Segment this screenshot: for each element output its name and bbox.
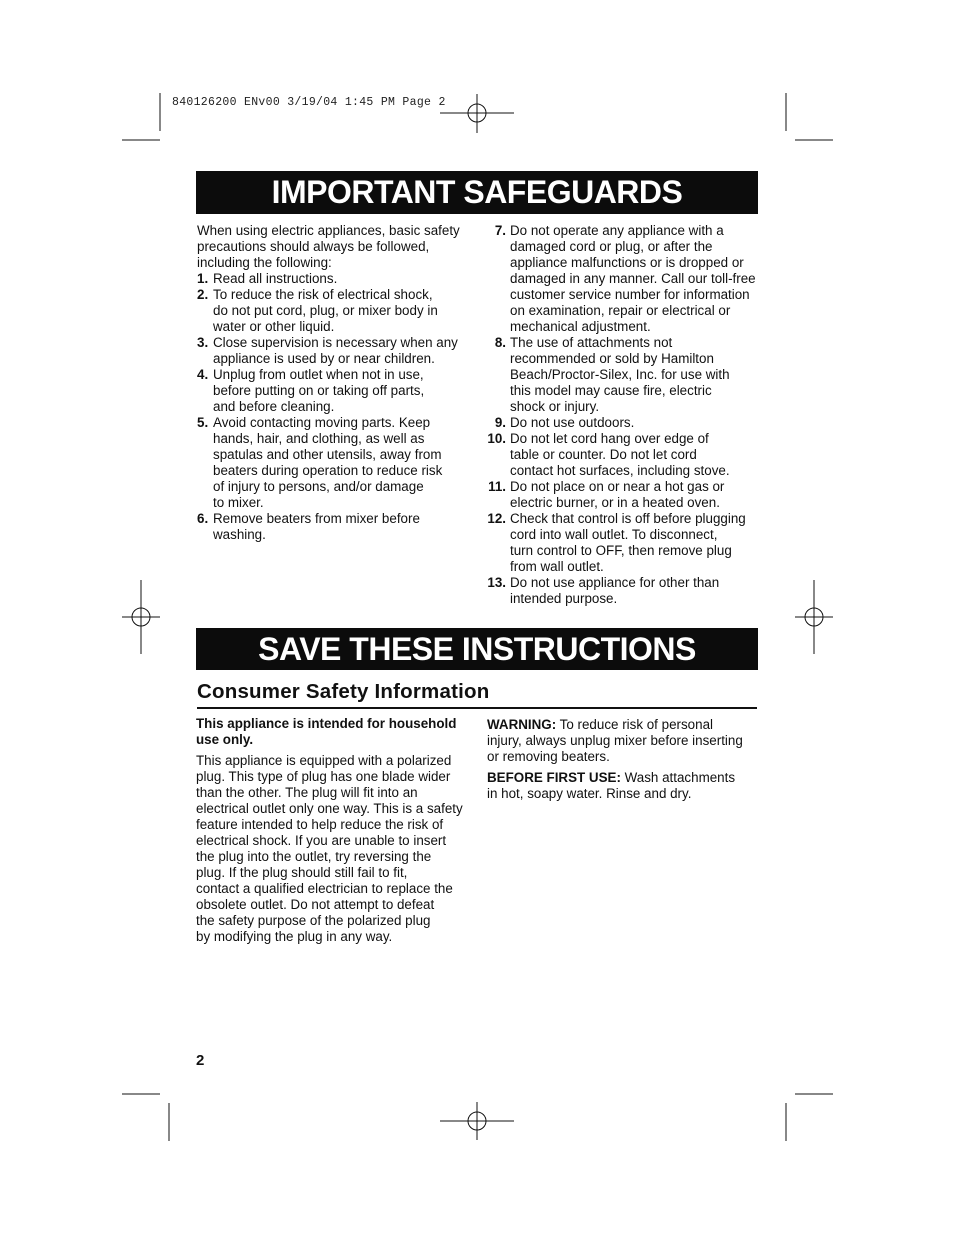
item-number: 7.: [494, 223, 506, 238]
item-number: 4.: [197, 367, 209, 382]
item-text: Do not let cord hang over edge of table or counter. Do not let cord contact hot surfaces, including stove.: [510, 431, 730, 478]
important-safeguards-banner: IMPORTANT SAFEGUARDS: [196, 171, 758, 214]
item-number: 2.: [197, 287, 209, 302]
registration-mark-left: [122, 580, 160, 654]
safeguard-item: [486, 223, 758, 335]
consumer-safety-right-column: [487, 717, 759, 802]
safeguard-item: [197, 511, 469, 543]
item-number: 10.: [487, 431, 506, 446]
item-text: Close supervision is necessary when any appliance is used by or near children.: [213, 335, 458, 366]
safeguard-item: [486, 479, 758, 511]
safeguard-item: [197, 287, 469, 335]
item-number: 11.: [488, 479, 506, 494]
item-text: Do not use appliance for other than intended purpose.: [510, 575, 720, 606]
item-text: To reduce the risk of electrical shock, do not put cord, plug, or mixer body in water or other liquid.: [213, 287, 438, 334]
warning-paragraph: [487, 717, 759, 765]
safeguards-intro: When using electric appliances, basic safety precautions should always be followed, including the following:: [197, 223, 460, 270]
item-number: 6.: [197, 511, 209, 526]
item-number: 5.: [197, 415, 209, 430]
item-text: Do not operate any appliance with a damaged cord or plug, or after the appliance malfunctions or is dropped or damaged in any manner. Call our toll-free customer service number for information on examination, repair or electrical or mechanical adjustment.: [510, 223, 756, 334]
registration-mark-right: [795, 580, 833, 654]
item-text: Avoid contacting moving parts. Keep hands, hair, and clothing, as well as spatulas and other utensils, away from beaters during operation to reduce risk of injury to persons, and/or damage to mixer.: [213, 415, 443, 510]
consumer-safety-heading: Consumer Safety Information: [197, 680, 757, 709]
safeguard-item: [197, 415, 469, 511]
item-number: 8.: [494, 335, 506, 350]
safeguard-item: [197, 367, 469, 415]
safeguards-left-column: [197, 223, 469, 543]
item-number: 9.: [494, 415, 506, 430]
item-text: Do not use outdoors.: [510, 415, 635, 430]
consumer-safety-left-column: [196, 716, 476, 945]
item-number: 13.: [487, 575, 506, 590]
first-use-label: BEFORE FIRST USE:: [487, 770, 621, 785]
safeguard-item: [197, 335, 469, 367]
item-text: Check that control is off before plugging cord into wall outlet. To disconnect, turn control to OFF, then remove plug from wall outlet.: [510, 511, 746, 574]
safeguard-item: [486, 575, 758, 607]
safeguards-right-column: [486, 223, 758, 607]
item-number: 3.: [197, 335, 209, 350]
first-use-paragraph: [487, 770, 759, 802]
item-text: Unplug from outlet when not in use, before putting on or taking off parts, and before cleaning.: [213, 367, 425, 414]
warning-label: WARNING:: [487, 717, 557, 732]
item-text: Read all instructions.: [213, 271, 338, 286]
safeguard-item: [197, 271, 469, 287]
household-use-note: This appliance is intended for household use only.: [196, 716, 457, 747]
first-use-text: Wash attachments in hot, soapy water. Rinse and dry.: [487, 770, 736, 801]
print-slug-line: 840126200 ENv00 3/19/04 1:45 PM Page 2: [172, 96, 446, 109]
item-number: 12.: [487, 511, 506, 526]
registration-mark-top: [440, 94, 514, 133]
safeguard-item: [486, 335, 758, 415]
safeguard-item: [486, 415, 758, 431]
item-text: Remove beaters from mixer before washing.: [213, 511, 420, 542]
safeguard-item: [486, 511, 758, 575]
item-number: 1.: [197, 271, 209, 286]
item-text: Do not place on or near a hot gas or electric burner, or in a heated oven.: [510, 479, 725, 510]
item-text: The use of attachments not recommended or sold by Hamilton Beach/Proctor-Silex, Inc. for use with this model may cause fire, electric shock or injury.: [510, 335, 730, 414]
warning-text: To reduce risk of personal injury, always unplug mixer before inserting or removing beaters.: [487, 717, 743, 764]
save-instructions-banner: SAVE THESE INSTRUCTIONS: [196, 628, 758, 670]
safeguard-item: [486, 431, 758, 479]
polarized-plug-paragraph: This appliance is equipped with a polarized plug. This type of plug has one blade wider than the other. The plug will fit into an electrical outlet only one way. This is a safety feature intended to help reduce the risk of electrical shock. If you are unable to insert the plug into the outlet, try reversing the plug. If the plug should still fail to fit, contact a qualified electrician to replace the obsolete outlet. Do not attempt to defeat the safety purpose of the polarized plug by modifying the plug in any way.: [196, 753, 463, 944]
page-number: 2: [196, 1052, 205, 1069]
registration-mark-bottom: [440, 1102, 514, 1140]
